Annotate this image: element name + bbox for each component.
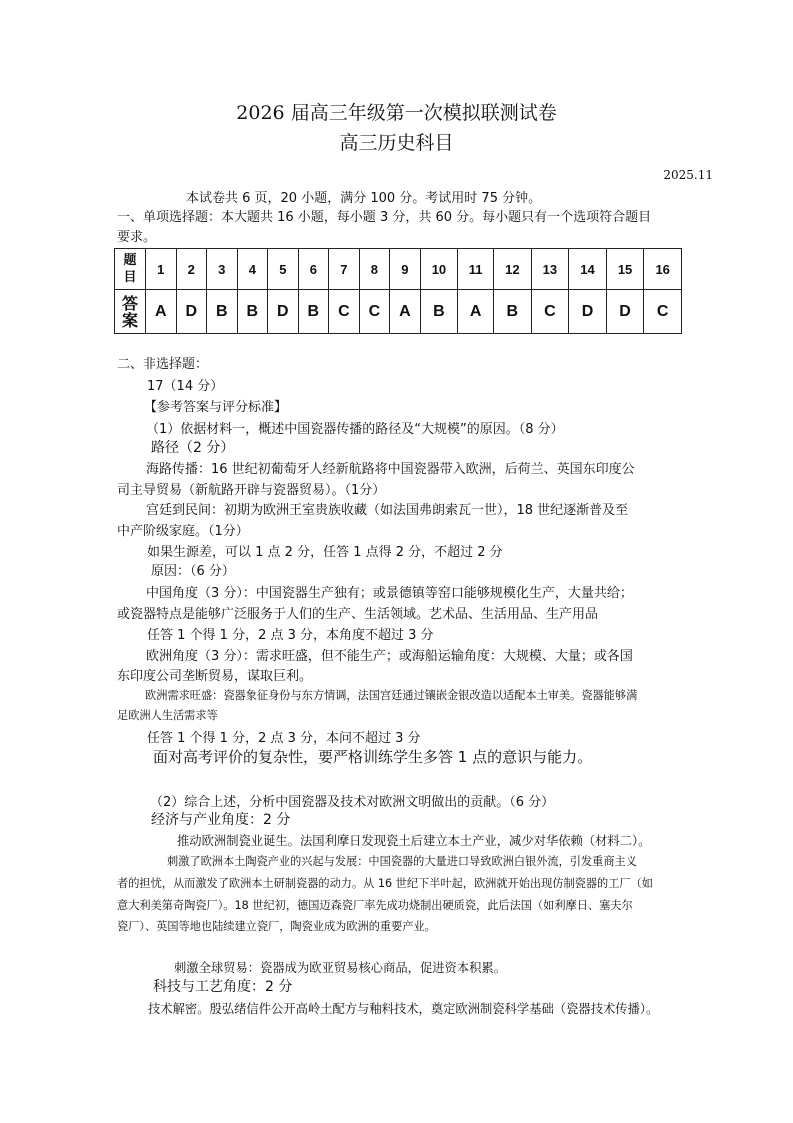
path-heading: 路径（2 分）	[151, 440, 235, 456]
answer-letter: C	[359, 290, 390, 334]
question-number: 4	[237, 249, 268, 290]
question-number: 15	[606, 249, 644, 290]
stimulus-line3: 意大利美第奇陶瓷厂）。18 世纪初，德国迈森瓷厂率先成功烧制出硬质瓷，此后法国（如利摩日、塞夫尔	[117, 899, 633, 912]
answer-letter: B	[420, 290, 458, 334]
tech-heading: 科技与工艺角度：2 分	[153, 979, 293, 995]
reason-heading: 原因：（6 分）	[151, 564, 235, 579]
answer-letter: D	[268, 290, 299, 334]
answer-letter: C	[644, 290, 682, 334]
source-note: 如果生源差，可以 1 点 2 分，任答 1 点得 2 分，不超过 2 分	[147, 545, 503, 560]
answer-letter: A	[458, 290, 494, 334]
exam-note: 面对高考评价的复杂性，要严格训练学生多答 1 点的意识与能力。	[153, 748, 593, 766]
china-angle-score: 任答 1 个得 1 分，2 点 3 分，本角度不超过 3 分	[147, 628, 434, 643]
answer-letter: C	[531, 290, 569, 334]
question-number: 10	[420, 249, 458, 290]
europe-angle-score: 任答 1 个得 1 分，2 点 3 分，本问不超过 3 分	[147, 731, 421, 746]
answer-letter: B	[237, 290, 268, 334]
section1-line2: 要求。	[117, 230, 157, 245]
question-number: 16	[644, 249, 682, 290]
section1-line1: 一、单项选择题：本大题共 16 小题，每小题 3 分，共 60 分。每小题只有一个选项符合题目	[117, 210, 652, 225]
question-number: 7	[329, 249, 360, 290]
europe-demand-line1: 欧洲需求旺盛：瓷器象征身份与东方情调，法国宫廷通过镶嵌金银改造以适配本土审美。瓷器能够满	[145, 689, 638, 702]
tech-line1: 技术解密。殷弘绪信件公开高岭土配方与釉料技术，奠定欧洲制瓷科学基础（瓷器技术传播）。	[148, 1002, 659, 1016]
question-number: 2	[176, 249, 207, 290]
answer-letter: D	[176, 290, 207, 334]
reference-heading: 【参考答案与评分标准】	[144, 400, 288, 415]
q17-heading: 17（14 分）	[147, 379, 224, 394]
global-trade-line: 刺激全球贸易：瓷器成为欧亚贸易核心商品，促进资本积累。	[174, 961, 507, 975]
section2-title: 二、非选择题：	[117, 357, 209, 372]
question-number: 6	[298, 249, 329, 290]
header-char-2: 案	[121, 310, 138, 330]
stimulus-line1: 刺激了欧洲本土陶瓷产业的兴起与发展：中国瓷器的大量进口导致欧洲白银外流，引发重商主义	[167, 855, 637, 868]
q2-prompt: （2）综合上述，分析中国瓷器及技术对欧洲文明做出的贡献。（6 分）	[150, 795, 555, 810]
answer-letter: D	[569, 290, 607, 334]
exam-subtitle: 高三历史科目	[339, 132, 454, 154]
answer-letter: D	[606, 290, 644, 334]
answer-table-answer-row	[115, 290, 682, 334]
stimulus-line2: 者的担忧，从而激发了欧洲本土研制瓷器的动力。从 16 世纪下半叶起，欧洲就开始出现仿制瓷器的工厂（如	[117, 877, 653, 890]
stimulus-line4: 瓷厂）、英国等地也陆续建立瓷厂，陶瓷业成为欧洲的重要产业。	[117, 920, 436, 933]
answer-letter: B	[298, 290, 329, 334]
answer-letter: A	[390, 290, 421, 334]
sea-route-line1: 海路传播：16 世纪初葡萄牙人经新航路将中国瓷器带入欧洲，后荷兰、英国东印度公	[146, 462, 635, 477]
palace-line2: 中产阶级家庭。（1分）	[117, 524, 249, 539]
economy-heading: 经济与产业角度：2 分	[151, 812, 291, 828]
header-char-1: 题	[123, 253, 137, 268]
exam-date: 2025.11	[663, 168, 713, 182]
answer-letter: B	[207, 290, 238, 334]
exam-intro: 本试卷共 6 页，20 小题，满分 100 分。考试用时 75 分钟。	[186, 191, 542, 206]
europe-demand-line2: 足欧洲人生活需求等	[117, 709, 218, 722]
number-row-header	[115, 249, 146, 290]
question-number: 3	[207, 249, 238, 290]
question-number: 1	[146, 249, 177, 290]
palace-line1: 宫廷到民间：初期为欧洲王室贵族收藏（如法国弗朗索瓦一世），18 世纪逐渐普及至	[146, 503, 629, 518]
sea-route-line2: 司主导贸易（新航路开辟与瓷器贸易）。（1分）	[117, 483, 386, 498]
answer-table-number-row	[115, 249, 682, 290]
europe-angle-line2: 东印度公司垄断贸易，谋取巨利。	[117, 669, 313, 684]
answer-letter: C	[329, 290, 360, 334]
china-angle-line2: 或瓷器特点是能够广泛服务于人们的生产、生活领域。艺术品、生活用品、生产用品	[117, 607, 599, 622]
answer-letter: B	[494, 290, 532, 334]
question-number: 11	[458, 249, 494, 290]
china-angle-line1: 中国角度（3 分）：中国瓷器生产独有；或景德镇等窑口能够规模化生产，大量共给；	[146, 586, 633, 601]
question-number: 14	[569, 249, 607, 290]
europe-angle-line1: 欧洲角度（3 分）：需求旺盛，但不能生产；或海船运输角度：大规模、大量；或各国	[146, 649, 633, 664]
economy-line1: 推动欧洲制瓷业诞生。法国利摩日发现瓷土后建立本土产业，减少对华依赖（材料二）。	[177, 834, 651, 848]
header-char-2: 目	[123, 270, 137, 285]
exam-title: 2026 届高三年级第一次模拟联测试卷	[236, 102, 557, 124]
question-number: 12	[494, 249, 532, 290]
question-number: 5	[268, 249, 299, 290]
header-char-1: 答	[121, 293, 138, 313]
answer-letter: A	[146, 290, 177, 334]
question-number: 9	[390, 249, 421, 290]
question-number: 8	[359, 249, 390, 290]
answer-table	[114, 248, 682, 334]
question-number: 13	[531, 249, 569, 290]
answer-row-header	[115, 290, 146, 334]
q1-prompt: （1）依据材料一，概述中国瓷器传播的路径及“大规模”的原因。（8 分）	[146, 422, 564, 437]
